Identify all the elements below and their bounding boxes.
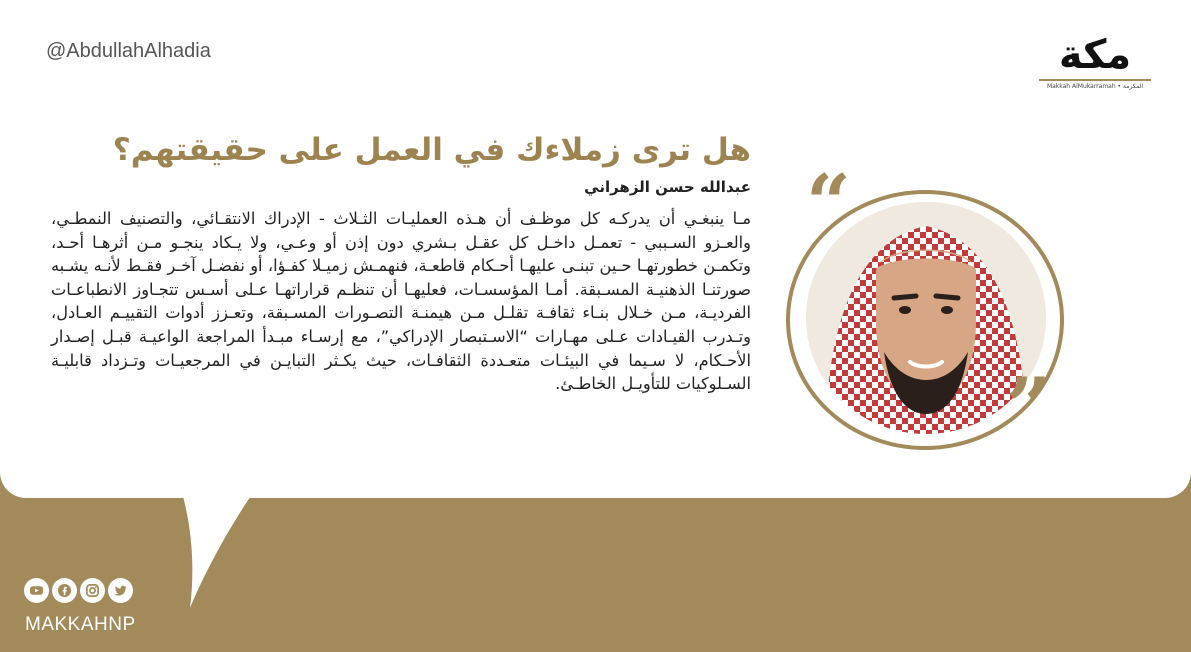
author-name: عبدالله حسن الزهراني bbox=[584, 178, 751, 196]
logo-subtitle: Makkah AlMukarramah • المكرمة bbox=[1039, 79, 1151, 90]
facebook-icon[interactable] bbox=[52, 578, 77, 603]
article-body: مـا ينبغـي أن يدركـه كل موظـف أن هـذه العمليـات الثـلاث - الإدراك الانتقـائي، والتصنيف النمطـي، والعـزو السـببي - تعمـل داخـل كل عقـل بـشري دون إذن أو وعـي، ولا يـكاد ينجـو مـن أثرهـا أحـد، وتكمـن خطورتهـا حـين تبنـى عليهـا أحـكام قاطعـة، فنهمـش زميـلا كفـؤا، أو نفضـل آخـر فقـط لأنـه يشـبه صورتنـا الذهنيـة المسـبقة. أمـا المؤسسـات، فعليهـا أن تنظـم قراراتهـا عـلى أسـس تتجـاوز الانطباعـات الفرديـة، مـن خـلال بنـاء ثقافـة تقلـل مـن هيمنـة التصـورات المسـبقة، وتعـزز أدوات التقييـم العـادل، وتـدرب القيـادات عـلى مهـارات “الاسـتبصار الإدراكي”، مع إرسـاء مبـدأ المراجعة الواعيـة قبـل إصـدار الأحـكام، لا سـيما في البيئـات متعـددة الثقافـات، حيث يكـثر التبايـن في المرجعيـات وتـزداد قابليـة السـلوكيات للتأويـل الخاطـئ. bbox=[51, 209, 751, 394]
quote-open-icon: “ bbox=[806, 158, 851, 249]
social-links bbox=[24, 578, 133, 603]
youtube-icon[interactable] bbox=[24, 578, 49, 603]
author-handle[interactable]: @AbdullahAlhadia bbox=[46, 40, 211, 62]
speech-bubble-tail bbox=[170, 480, 270, 610]
quote-close-icon: ” bbox=[1006, 361, 1051, 452]
makkah-logo bbox=[1039, 30, 1151, 90]
brand-footer: MAKKAHNP bbox=[25, 614, 136, 635]
logo-wordmark: مكة bbox=[1058, 32, 1132, 78]
article-headline: هل ترى زملاءك في العمل على حقيقتهم؟ bbox=[112, 132, 751, 168]
instagram-icon[interactable] bbox=[80, 578, 105, 603]
twitter-icon[interactable] bbox=[108, 578, 133, 603]
